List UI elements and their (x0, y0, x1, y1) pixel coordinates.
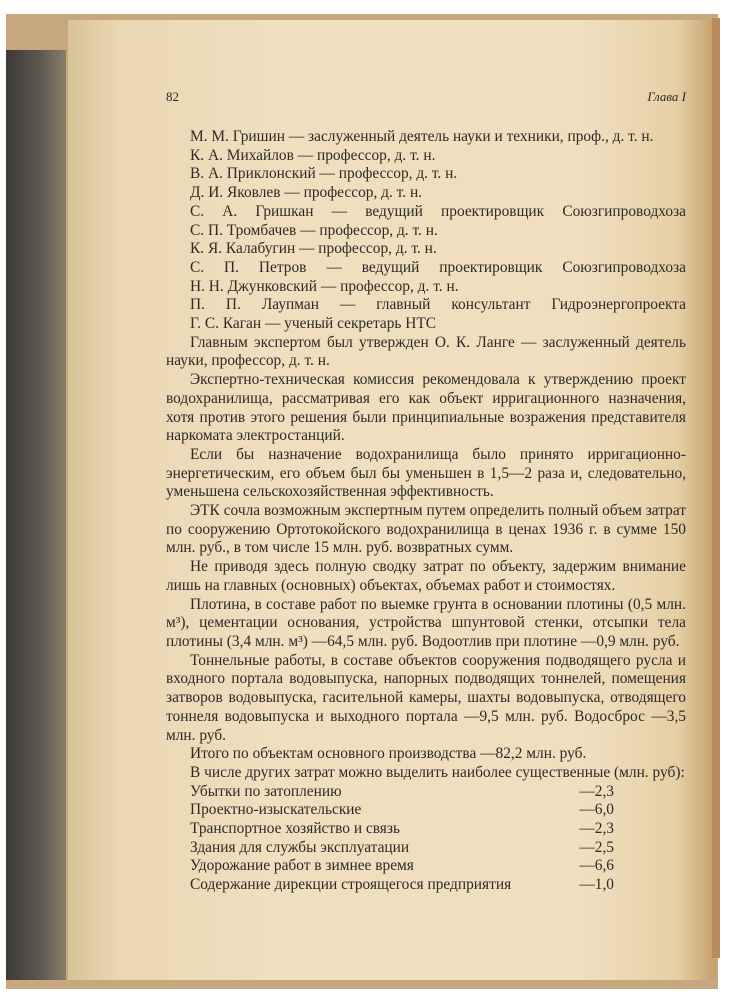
cost-name: Удорожание работ в зимнее время (190, 857, 414, 875)
paragraph-total-cost: ЭТК сочла возможным экспертным путем определить полный объем затрат по сооружению Ортотокойского водохранилища в ценах 1936 г. в сумме 150 млн. руб., в том числе 15 млн. руб. возвратных сумм. (166, 502, 686, 557)
cost-name: Транспортное хозяйство и связь (190, 820, 400, 838)
cost-row (166, 820, 686, 839)
cost-value: —2,3 (579, 782, 614, 800)
paragraph-volume: Если бы назначение водохранилища было принято ирригационно-энергетическим, его объем был бы уменьшен в 1,5—2 раза и, следовательно, уменьшена сельскохозяйственная эффективность. (166, 445, 686, 501)
page-number: 82 (166, 89, 179, 104)
running-header (166, 88, 686, 108)
commission-member: П. П. Лаупман — главный консультант Гидроэнергопроекта (190, 296, 686, 314)
cost-list (166, 783, 686, 895)
cost-row (166, 876, 686, 895)
spine-shadow (6, 50, 66, 980)
cost-name: Содержание дирекции строящегося предприятия (190, 876, 512, 894)
commission-member: К. А. Михайлов — профессор, д. т. н. (190, 146, 436, 164)
commission-member: М. М. Гришин — заслуженный деятель науки и техники, проф., д. т. н. (190, 128, 654, 145)
cost-row (166, 857, 686, 876)
paragraph-tunnels: Тоннельные работы, в составе объектов сооружения подводящего русла и входного портала водовыпуска, напорных подводящих тоннелей, помещения затворов водовыпуска, гасительной камеры, шахты водовыпуска, отводящего тоннеля водовыпуска и выходного портала —9,5 млн. руб. Водосброс —3,5 млн. руб. (166, 651, 686, 744)
cost-value: —2,3 (579, 820, 614, 838)
paragraph-dam: Плотина, в составе работ по выемке грунта в основании плотины (0,5 млн. м³), цементации основания, устройства шпунтовой стенки, отсыпки тела плотины (3,4 млн. м³) —64,5 млн. руб. Водоотлив при плотине —0,9 млн. руб. (166, 595, 686, 650)
commission-member: С. А. Гришкан — ведущий проектировщик Союзгипроводхоза (190, 202, 686, 220)
cost-name: Проектно-изыскательские (190, 801, 362, 819)
paragraph-chief-expert: Главным экспертом был утвержден О. К. Ланге — заслуженный деятель науки, профессор, д. т. н. (166, 333, 686, 370)
commission-member: В. А. Приклонский — профессор, д. т. н. (190, 165, 458, 183)
paragraph-recommendation: Экспертно-техническая комиссия рекомендовала к утверждению проект водохранилища, рассматривая его как объект ирригационного назначения, хотя против этого решения были принципиальные возражения представителя наркомата электростанций. (166, 371, 686, 445)
paragraph-subtotal: Итого по объектам основного производства —82,2 млн. руб. (190, 745, 587, 763)
cost-value: —6,6 (579, 857, 614, 875)
chapter-title: Глава I (647, 89, 686, 104)
page-text (166, 88, 686, 895)
cost-value: —1,0 (579, 876, 614, 894)
paragraph-other-costs: В числе других затрат можно выделить наиболее существенные (млн. руб): (190, 763, 685, 781)
commission-member: Г. С. Каган — ученый секретарь НТС (190, 315, 437, 333)
cost-name: Убытки по затоплению (190, 782, 342, 800)
cost-value: —6,0 (579, 801, 614, 819)
commission-member: С. П. Тромбачев — профессор, д. т. н. (190, 221, 438, 239)
commission-member: Д. И. Яковлев — профессор, д. т. н. (190, 184, 423, 202)
commission-list (166, 128, 686, 334)
cost-name: Здания для службы эксплуатации (190, 838, 410, 856)
commission-member: Н. Н. Джунковский — профессор, д. т. н. (190, 277, 459, 295)
paragraph-main-objects: Не приводя здесь полную сводку затрат по объекту, задержим внимание лишь на главных (основных) объектах, объемах работ и стоимостях. (166, 558, 686, 594)
cost-row (166, 801, 686, 820)
commission-member: К. Я. Калабугин — профессор, д. т. н. (190, 240, 437, 258)
cost-row (166, 783, 686, 802)
cost-value: —2,5 (579, 838, 614, 856)
commission-member: С. П. Петров — ведущий проектировщик Союзгипроводхоза (190, 258, 686, 276)
page-edge (712, 18, 720, 958)
cost-row (166, 839, 686, 858)
